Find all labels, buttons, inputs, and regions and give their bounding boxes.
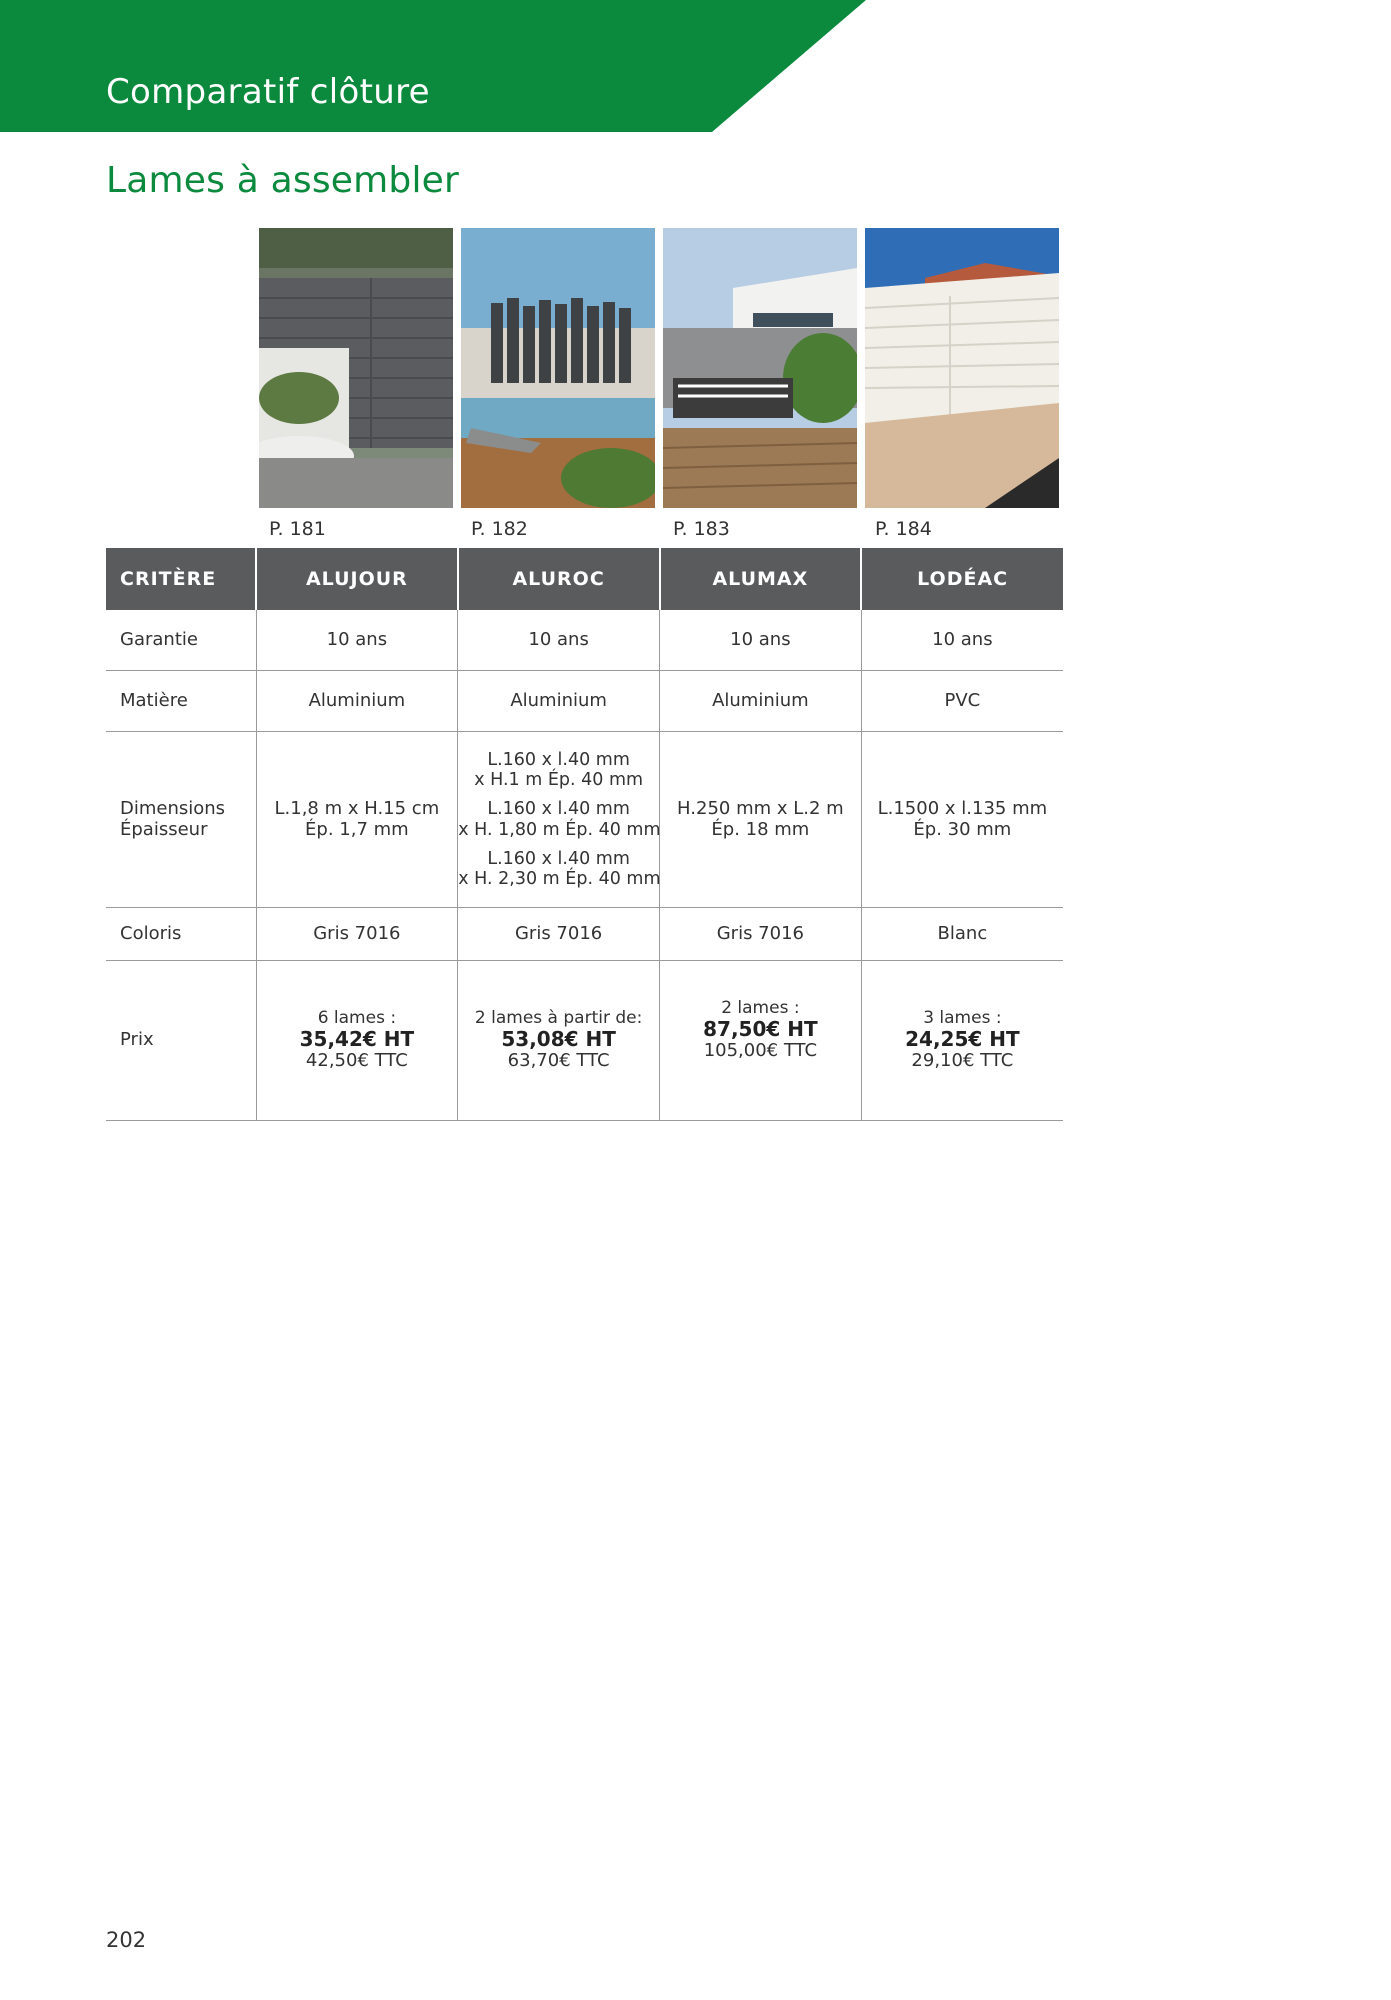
- cell-dimensions-aluroc: [458, 732, 660, 908]
- page-ref-alujour: P. 181: [269, 518, 326, 540]
- cell-matiere-lodeac: PVC: [861, 671, 1063, 732]
- header-lodeac: LODÉAC: [861, 548, 1063, 610]
- price-ht-aluroc: 53,08€ HT: [501, 1027, 616, 1052]
- comparison-table: [106, 548, 1063, 1121]
- dim-alumax-line2: Ép. 18 mm: [711, 818, 810, 840]
- cell-dimensions-lodeac: [861, 732, 1063, 908]
- cell-matiere-alujour: Aluminium: [256, 671, 458, 732]
- row-label-dimensions-line1: Dimensions: [120, 797, 226, 819]
- dim-alumax-line1: H.250 mm x L.2 m: [677, 797, 844, 819]
- row-label-dimensions-line2: Épaisseur: [120, 818, 208, 840]
- price-intro-aluroc: 2 lames à partir de:: [474, 1007, 643, 1028]
- table-row-coloris: [106, 908, 1063, 961]
- row-label-coloris: Coloris: [106, 908, 256, 961]
- dim-aluroc-1-line1: L.160 x l.40 mm: [487, 750, 630, 771]
- page-ref-aluroc: P. 182: [471, 518, 528, 540]
- dim-aluroc-option-3: [458, 849, 659, 889]
- dim-aluroc-option-2: [458, 799, 659, 839]
- table-header-row: [106, 548, 1063, 610]
- header-critere: CRITÈRE: [106, 548, 256, 610]
- dim-aluroc-1-line2: x H.1 m Ép. 40 mm: [474, 770, 644, 791]
- cell-coloris-alujour: Gris 7016: [256, 908, 458, 961]
- cell-dimensions-alujour: [256, 732, 458, 908]
- banner-title: Comparatif clôture: [106, 72, 430, 112]
- price-intro-lodeac: 3 lames :: [923, 1007, 1002, 1028]
- table-row-garantie: [106, 610, 1063, 671]
- page-number: 202: [106, 1928, 147, 1952]
- cell-prix-alujour: [256, 961, 458, 1121]
- page-ref-lodeac: P. 184: [875, 518, 932, 540]
- price-intro-alujour: 6 lames :: [317, 1007, 397, 1028]
- dim-lodeac-line2: Ép. 30 mm: [913, 818, 1012, 840]
- section-title: Lames à assembler: [106, 160, 460, 201]
- row-label-prix: Prix: [106, 961, 256, 1121]
- price-ht-lodeac: 24,25€ HT: [905, 1027, 1020, 1052]
- dim-aluroc-3-line1: L.160 x l.40 mm: [487, 848, 630, 869]
- cell-matiere-alumax: Aluminium: [660, 671, 862, 732]
- cell-prix-lodeac: [861, 961, 1063, 1121]
- price-ttc-lodeac: 29,10€ TTC: [911, 1050, 1014, 1072]
- price-ttc-aluroc: 63,70€ TTC: [507, 1050, 610, 1072]
- row-label-matiere: Matière: [106, 671, 256, 732]
- row-label-dimensions: [106, 732, 256, 908]
- row-label-garantie: Garantie: [106, 610, 256, 671]
- cell-coloris-alumax: Gris 7016: [660, 908, 862, 961]
- cell-matiere-aluroc: Aluminium: [458, 671, 660, 732]
- page-ref-alumax: P. 183: [673, 518, 730, 540]
- table-row-matiere: [106, 671, 1063, 732]
- fence-photo-lodeac: [865, 228, 1059, 508]
- price-intro-alumax: 2 lames :: [721, 997, 800, 1018]
- cell-prix-alumax: [660, 961, 862, 1121]
- cell-coloris-aluroc: Gris 7016: [458, 908, 660, 961]
- dim-alujour-line1: L.1,8 m x H.15 cm: [274, 797, 440, 819]
- header-alujour: ALUJOUR: [256, 548, 458, 610]
- price-ttc-alujour: 42,50€ TTC: [305, 1050, 408, 1072]
- cell-dimensions-alumax: [660, 732, 862, 908]
- cell-garantie-lodeac: 10 ans: [861, 610, 1063, 671]
- dim-alujour-line2: Ép. 1,7 mm: [305, 818, 409, 840]
- fence-photo-alumax: [663, 228, 857, 508]
- header-aluroc: ALUROC: [458, 548, 660, 610]
- price-ht-alujour: 35,42€ HT: [299, 1027, 415, 1052]
- cell-garantie-aluroc: 10 ans: [458, 610, 660, 671]
- fence-photo-aluroc: [461, 228, 655, 508]
- cell-prix-aluroc: [458, 961, 660, 1121]
- price-ttc-alumax: 105,00€ TTC: [703, 1040, 818, 1062]
- table-row-prix: [106, 961, 1063, 1121]
- cell-garantie-alujour: 10 ans: [256, 610, 458, 671]
- dim-aluroc-2-line1: L.160 x l.40 mm: [487, 799, 630, 820]
- cell-garantie-alumax: 10 ans: [660, 610, 862, 671]
- price-ht-alumax: 87,50€ HT: [703, 1017, 818, 1042]
- dim-aluroc-2-line2: x H. 1,80 m Ép. 40 mm: [458, 819, 661, 840]
- dim-lodeac-line1: L.1500 x l.135 mm: [877, 797, 1048, 819]
- header-alumax: ALUMAX: [660, 548, 862, 610]
- header-banner: [0, 0, 866, 132]
- fence-photo-alujour: [259, 228, 453, 508]
- dim-aluroc-3-line2: x H. 2,30 m Ép. 40 mm: [458, 868, 661, 889]
- dim-aluroc-option-1: [458, 750, 659, 790]
- cell-coloris-lodeac: Blanc: [861, 908, 1063, 961]
- table-row-dimensions: [106, 732, 1063, 908]
